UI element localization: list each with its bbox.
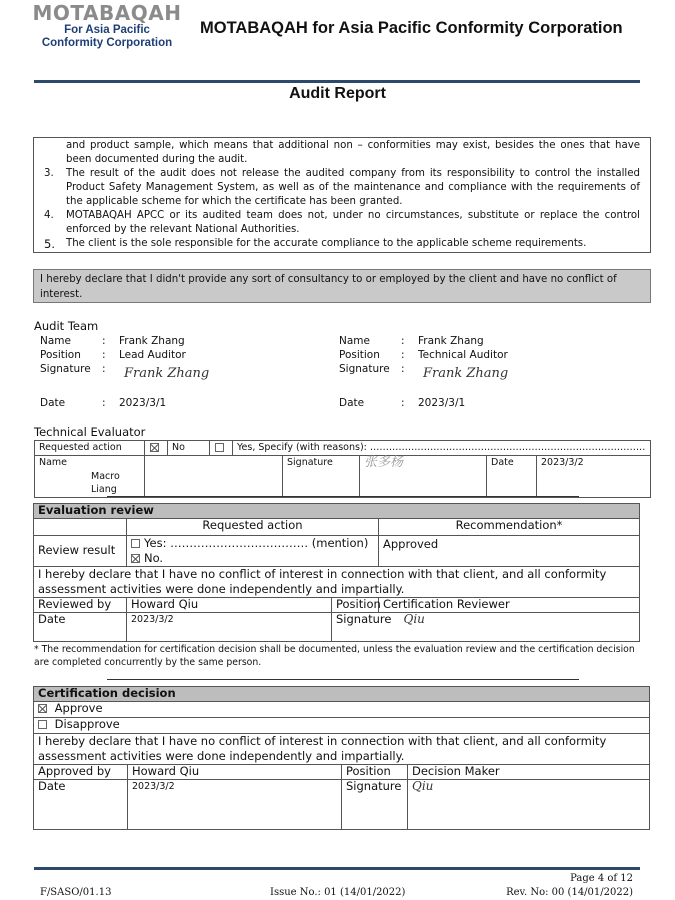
footer-rule: [34, 867, 640, 870]
position-label: Position: [339, 349, 380, 361]
decision-maker-position: Decision Maker: [408, 765, 650, 780]
review-declaration: I hereby declare that I have no conflict of interest in connection with that client, and all conformity assessment activities were done independently and impartially.: [34, 567, 640, 598]
issue-number: Issue No.: 01 (14/01/2022): [270, 887, 406, 898]
disapprove-checkbox[interactable]: [38, 720, 47, 729]
yes-checkbox[interactable]: [131, 539, 140, 548]
note-number: 4.: [44, 210, 54, 221]
consultancy-declaration: I hereby declare that I didn't provide any sort of consultancy to or employed by the client and have no conflict of interest.: [33, 269, 651, 303]
position-label: Position: [40, 349, 81, 361]
name-label: Name: [40, 335, 71, 347]
company-logo: [32, 2, 182, 50]
recommendation-footnote: * The recommendation for certification decision shall be documented, unless the evaluation review and the certification decision are completed concurrently by the same person.: [34, 644, 635, 668]
date-label: Date: [34, 613, 127, 642]
approved-by-label: Approved by: [34, 765, 128, 780]
note-text: The client is the sole responsible for the accurate compliance to the applicable scheme requirements.: [66, 238, 587, 249]
position-label: Position: [342, 765, 408, 780]
note-item: [44, 237, 640, 251]
evaluator-name: Macro Liang: [91, 470, 120, 495]
yes-mention-option: Yes: ……………………………… (mention): [144, 536, 369, 550]
recommendation-header: Recommendation*: [379, 519, 640, 536]
note-number: 5.: [44, 237, 55, 251]
no-checkbox-checked[interactable]: [131, 554, 140, 563]
technical-auditor-name: Frank Zhang: [418, 335, 484, 347]
lead-auditor-position: Lead Auditor: [119, 349, 186, 361]
note-text: MOTABAQAH APCC or its audited team does not, under no circumstances, substitute or replace the control enforced by the relevant National Authorities.: [66, 210, 640, 235]
position-label: Position: [332, 598, 379, 613]
approve-checkbox-checked[interactable]: [38, 704, 47, 713]
separator-line: [107, 496, 579, 497]
technical-evaluator-title: Technical Evaluator: [34, 425, 146, 439]
audit-team-title: Audit Team: [34, 319, 99, 333]
date-label: Date: [34, 780, 128, 830]
review-date: 2023/3/2: [127, 613, 332, 642]
requested-action-label: Requested action: [35, 441, 145, 456]
evaluator-date: 2023/3/2: [537, 456, 651, 498]
logo-tagline-2: Conformity Corporation: [41, 37, 173, 49]
signature-label: Signature: [40, 363, 91, 375]
note-item: [44, 139, 640, 167]
decision-declaration: I hereby declare that I have no conflict of interest in connection with that client, and all conformity assessment activities were done independently and impartially.: [34, 734, 650, 765]
lead-auditor-date: 2023/3/1: [119, 397, 167, 409]
yes-checkbox[interactable]: [215, 443, 224, 452]
evaluation-review-table: [33, 503, 640, 642]
disapprove-label: Disapprove: [54, 717, 120, 731]
evaluator-name-label: Name: [39, 457, 68, 468]
technical-auditor-signature: Frank Zhang: [423, 366, 509, 381]
review-result-label: Review result: [34, 536, 127, 567]
decision-date: 2023/3/2: [128, 780, 342, 830]
no-option-label: No.: [144, 551, 164, 565]
logo-tagline-1: For Asia Pacific: [64, 24, 150, 36]
note-text: and product sample, which means that additional non – conformities may exist, besides the ones that have been documented during the audit.: [66, 140, 640, 165]
certification-decision-table: [33, 686, 650, 830]
technical-auditor-position: Technical Auditor: [418, 349, 508, 361]
yes-option-row: [131, 536, 374, 551]
recommendation-value: Approved: [379, 536, 640, 567]
note-item: [44, 167, 640, 209]
header-rule: [34, 80, 640, 83]
technical-auditor-date: 2023/3/1: [418, 397, 466, 409]
approve-row: [34, 702, 650, 718]
approved-by-name: Howard Qiu: [128, 765, 342, 780]
disapprove-row: [34, 718, 650, 734]
note-number: 3.: [44, 168, 54, 179]
signature-label: Signature: [339, 363, 390, 375]
evaluator-date-label: Date: [487, 456, 537, 498]
date-label: Date: [339, 397, 365, 409]
evaluator-signature: 张多杨: [364, 455, 404, 470]
reviewed-by-name: Howard Qiu: [127, 598, 332, 613]
reviewer-position: Certification Reviewer: [379, 598, 640, 613]
signature-label: Signature: [342, 780, 408, 830]
signature-label: Signature: [336, 612, 392, 626]
note-text: The result of the audit does not release the audited company from its responsibility to control the installed Product Safety Management System, as well as of the maintenance and compliance with the requirements of the applicable scheme for which the certificate has been granted.: [66, 168, 640, 207]
lead-auditor-name: Frank Zhang: [119, 335, 185, 347]
evaluator-signature-label: Signature: [283, 456, 360, 498]
revision-number: Rev. No: 00 (14/01/2022): [506, 887, 633, 898]
no-option-row: [131, 551, 374, 566]
evaluation-review-title: Evaluation review: [34, 504, 640, 519]
decision-maker-signature: Qiu: [412, 779, 434, 793]
evaluator-name-cell: [35, 456, 145, 498]
reviewer-signature: Qiu: [403, 612, 425, 626]
reviewed-by-label: Reviewed by: [34, 598, 127, 613]
lead-auditor-signature: Frank Zhang: [124, 366, 210, 381]
company-name: MOTABAQAH for Asia Pacific Conformity Corporation: [200, 19, 623, 37]
approve-label: Approve: [54, 701, 103, 715]
technical-evaluator-table: [34, 440, 651, 498]
name-label: Name: [339, 335, 370, 347]
notes-box: [33, 137, 651, 253]
requested-action-header: Requested action: [127, 519, 379, 536]
no-checkbox-checked[interactable]: [150, 443, 159, 452]
note-item: [44, 209, 640, 237]
certification-decision-title: Certification decision: [34, 687, 650, 702]
report-title: Audit Report: [289, 85, 386, 102]
form-number: F/SASO/01.13: [40, 887, 112, 898]
logo-wordmark: MOTABAQAH: [32, 1, 182, 25]
separator-line: [107, 679, 579, 680]
yes-specify-option: Yes, Specify (with reasons): ……………………………………………………………………………: [233, 441, 651, 456]
date-label: Date: [40, 397, 66, 409]
no-option-label: No: [168, 441, 210, 456]
page-number: Page 4 of 12: [570, 873, 633, 884]
